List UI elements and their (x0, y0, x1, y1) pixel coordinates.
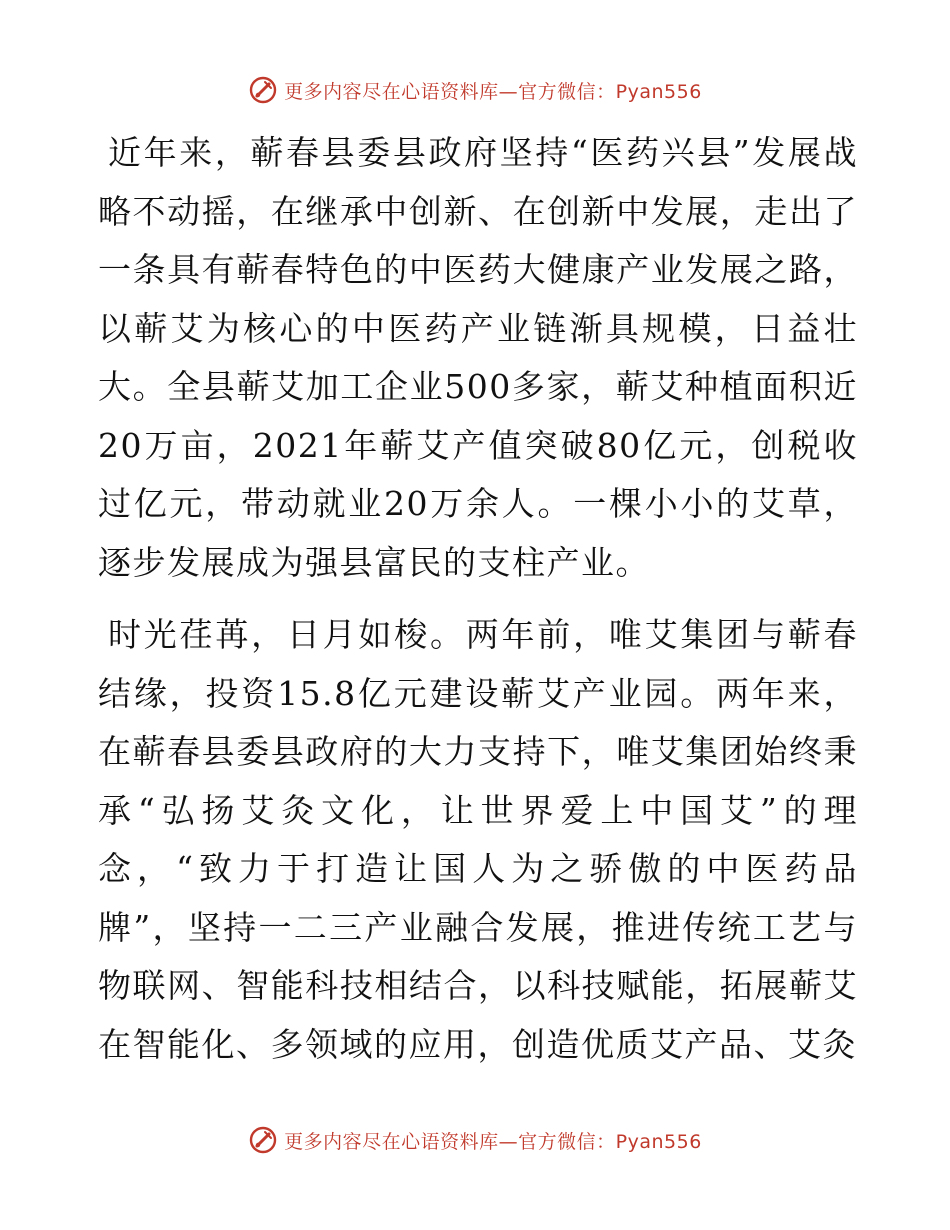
document-body (98, 124, 858, 1074)
paragraph-1: 近年来，蕲春县委县政府坚持“医药兴县”发展战略不动摇，在继承中创新、在创新中发展，走出了一条具有蕲春特色的中医药大健康产业发展之路，以蕲艾为核心的中医药产业链渐具规模，日益壮大。全县蕲艾加工企业500多家，蕲艾种植面积近20万亩，2021年蕲艾产值突破80亿元，创税收过亿元，带动就业20万余人。一棵小小的艾草，逐步发展成为强县富民的支柱产业。 (98, 133, 858, 582)
header-watermark (0, 72, 950, 108)
footer-watermark (0, 1122, 950, 1158)
seal-logo-icon (248, 75, 278, 105)
watermark-text: 更多内容尽在心语资料库—官方微信：Pyan556 (284, 1130, 702, 1153)
watermark-text: 更多内容尽在心语资料库—官方微信：Pyan556 (284, 80, 702, 103)
paragraph-2: 时光荏苒，日月如梭。两年前，唯艾集团与蕲春结缘，投资15.8亿元建设蕲艾产业园。两年来，在蕲春县委县政府的大力支持下，唯艾集团始终秉承“弘扬艾灸文化，让世界爱上中国艾”的理念，“致力于打造让国人为之骄傲的中医药品牌”，坚持一二三产业融合发展，推进传统工艺与物联网、智能科技相结合，以科技赋能，拓展蕲艾在智能化、多领域的应用，创造优质艾产品、艾灸 (98, 615, 858, 1064)
seal-logo-icon (248, 1125, 278, 1155)
